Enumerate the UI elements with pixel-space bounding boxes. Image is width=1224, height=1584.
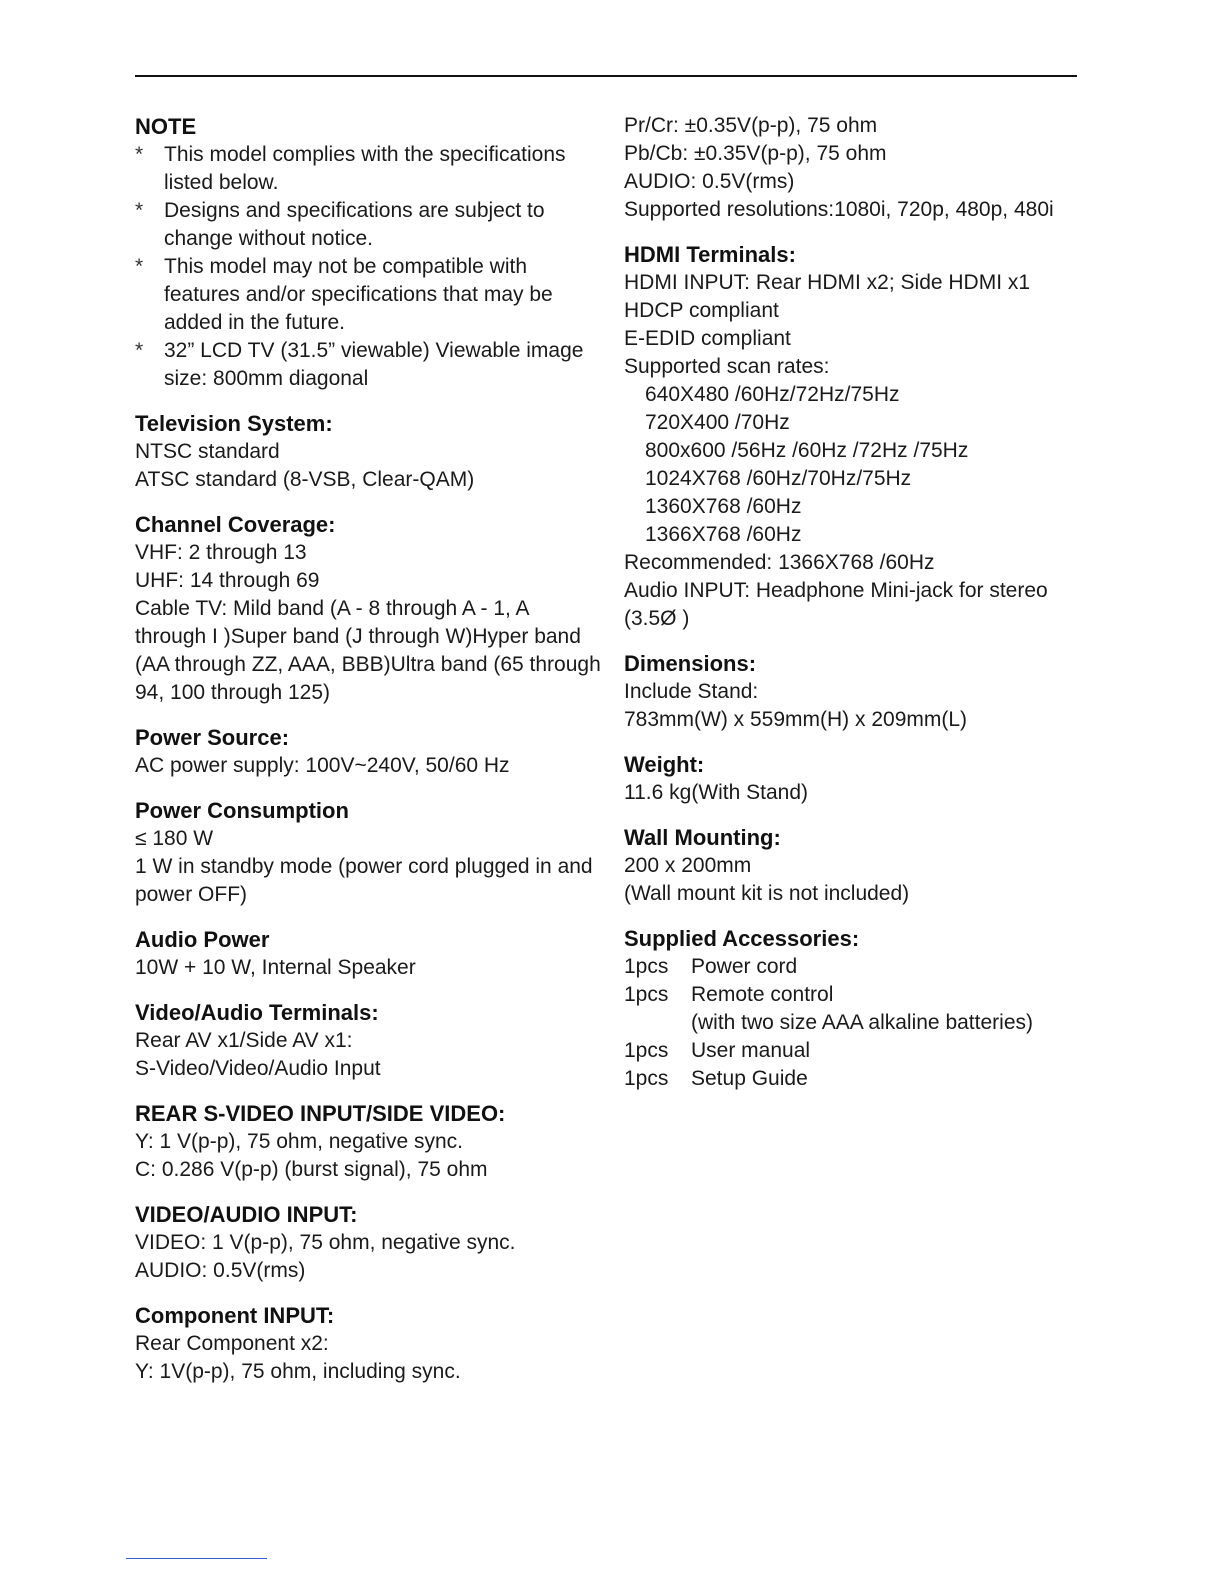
section-heading: Weight: — [624, 752, 705, 777]
spec-line: 200 x 200mm — [624, 854, 752, 877]
spec-line: Supported scan rates: — [624, 355, 830, 378]
section-heading: HDMI Terminals: — [624, 242, 796, 267]
note-text: This model complies with the specifications listed below. — [164, 143, 566, 194]
accessory-row — [624, 1037, 1094, 1065]
spec-line: S-Video/Video/Audio Input — [135, 1057, 381, 1080]
spec-line: VHF: 2 through 13 — [135, 541, 307, 564]
section-heading: Wall Mounting: — [624, 825, 781, 850]
note-item — [135, 141, 605, 197]
spec-line: 783mm(W) x 559mm(H) x 209mm(L) — [624, 708, 968, 731]
component-input-section — [135, 1302, 605, 1386]
top-rule — [135, 75, 1077, 77]
accessory-label: User manual — [691, 1039, 811, 1062]
spec-line: AUDIO: 0.5V(rms) — [624, 170, 795, 193]
spec-line: Rear AV x1/Side AV x1: — [135, 1029, 353, 1052]
spec-line: HDMI INPUT: Rear HDMI x2; Side HDMI x1 — [624, 271, 1031, 294]
scan-rate-line: 1366X768 /60Hz — [645, 523, 802, 546]
power-source-section — [135, 724, 605, 780]
section-heading: Channel Coverage: — [135, 512, 336, 537]
accessory-label: (with two size AAA alkaline batteries) — [691, 1011, 1033, 1034]
note-text: Designs and specifications are subject to change without notice. — [164, 199, 545, 250]
spec-line: Pr/Cr: ±0.35V(p-p), 75 ohm — [624, 114, 878, 137]
scan-rate-line: 640X480 /60Hz/72Hz/75Hz — [645, 383, 900, 406]
accessory-row — [624, 1065, 1094, 1093]
spec-line: Include Stand: — [624, 680, 759, 703]
right-column — [624, 113, 1094, 1110]
accessory-row — [624, 1009, 1094, 1037]
spec-line: Supported resolutions:1080i, 720p, 480p, 480i — [624, 198, 1054, 221]
spec-line: E-EDID compliant — [624, 327, 791, 350]
spec-line: Y: 1V(p-p), 75 ohm, including sync. — [135, 1360, 461, 1383]
video-audio-input-section — [135, 1201, 605, 1285]
spec-line: UHF: 14 through 69 — [135, 569, 320, 592]
spec-line: Rear Component x2: — [135, 1332, 329, 1355]
section-heading: Dimensions: — [624, 651, 757, 676]
section-heading: Video/Audio Terminals: — [135, 1000, 379, 1025]
accessory-qty: 1pcs — [624, 1039, 669, 1062]
note-bullet: * — [135, 339, 144, 362]
section-heading: VIDEO/AUDIO INPUT: — [135, 1202, 358, 1227]
accessory-row — [624, 953, 1094, 981]
spec-line: AC power supply: 100V~240V, 50/60 Hz — [135, 754, 510, 777]
note-heading: NOTE — [135, 114, 197, 139]
section-heading: Audio Power — [135, 927, 270, 952]
spec-line: ≤ 180 W — [135, 827, 214, 850]
section-heading: Television System: — [135, 411, 333, 436]
scan-rate-line: 1024X768 /60Hz/70Hz/75Hz — [645, 467, 912, 490]
accessory-qty: 1pcs — [624, 1067, 669, 1090]
spec-line: HDCP compliant — [624, 299, 779, 322]
note-bullet: * — [135, 143, 144, 166]
video-audio-terminals-section — [135, 999, 605, 1083]
wall-mounting-section — [624, 824, 1094, 908]
accessory-label: Remote control — [691, 983, 834, 1006]
note-text: This model may not be compatible with features and/or specifications that may be added in the future. — [164, 255, 553, 334]
spec-line: (Wall mount kit is not included) — [624, 882, 910, 905]
note-item — [135, 197, 605, 253]
spec-line: VIDEO: 1 V(p-p), 75 ohm, negative sync. — [135, 1231, 516, 1254]
accessory-row — [624, 981, 1094, 1009]
left-column — [135, 113, 605, 1403]
power-consumption-section — [135, 797, 605, 909]
accessories-section — [624, 925, 1094, 1093]
spec-line: ATSC standard (8-VSB, Clear-QAM) — [135, 468, 475, 491]
spec-line: NTSC standard — [135, 440, 280, 463]
accessory-qty — [624, 1009, 691, 1037]
accessory-label: Setup Guide — [691, 1067, 808, 1090]
spec-line: Recommended: 1366X768 /60Hz — [624, 551, 935, 574]
note-text: 32” LCD TV (31.5” viewable) Viewable image size: 800mm diagonal — [164, 339, 584, 390]
spec-line: C: 0.286 V(p-p) (burst signal), 75 ohm — [135, 1158, 488, 1181]
spec-line: AUDIO: 0.5V(rms) — [135, 1259, 306, 1282]
spec-line: Pb/Cb: ±0.35V(p-p), 75 ohm — [624, 142, 887, 165]
note-section — [135, 113, 605, 393]
scan-rate-line: 720X400 /70Hz — [645, 411, 790, 434]
footer-link-underline — [126, 1558, 267, 1559]
section-heading: Supplied Accessories: — [624, 926, 860, 951]
section-heading: REAR S-VIDEO INPUT/SIDE VIDEO: — [135, 1101, 506, 1126]
spec-line: Cable TV: Mild band (A - 8 through A - 1, A through I )Super band (J through W)Hyper band (AA through ZZ, AAA, BBB)Ultra band (65 through 94, 100 through 125) — [135, 597, 601, 704]
spec-line: 10W + 10 W, Internal Speaker — [135, 956, 416, 979]
section-heading: Power Consumption — [135, 798, 349, 823]
note-bullet: * — [135, 199, 144, 222]
accessory-qty: 1pcs — [624, 955, 669, 978]
accessory-qty: 1pcs — [624, 983, 669, 1006]
section-heading: Power Source: — [135, 725, 290, 750]
hdmi-terminals-section — [624, 241, 1094, 633]
note-bullet: * — [135, 255, 144, 278]
spec-line: Audio INPUT: Headphone Mini-jack for stereo (3.5Ø ) — [624, 579, 1048, 630]
note-item — [135, 253, 605, 337]
spec-line: 1 W in standby mode (power cord plugged in and power OFF) — [135, 855, 593, 906]
dimensions-section — [624, 650, 1094, 734]
rear-svideo-section — [135, 1100, 605, 1184]
channel-coverage-section — [135, 511, 605, 707]
spec-line: Y: 1 V(p-p), 75 ohm, negative sync. — [135, 1130, 464, 1153]
spec-line: 11.6 kg(With Stand) — [624, 781, 809, 804]
section-heading: Component INPUT: — [135, 1303, 335, 1328]
note-item — [135, 337, 605, 393]
accessory-label: Power cord — [691, 955, 798, 978]
television-system-section — [135, 410, 605, 494]
audio-power-section — [135, 926, 605, 982]
weight-section — [624, 751, 1094, 807]
scan-rate-line: 800x600 /56Hz /60Hz /72Hz /75Hz — [645, 439, 969, 462]
component-input-continued — [624, 112, 1094, 224]
scan-rate-line: 1360X768 /60Hz — [645, 495, 802, 518]
